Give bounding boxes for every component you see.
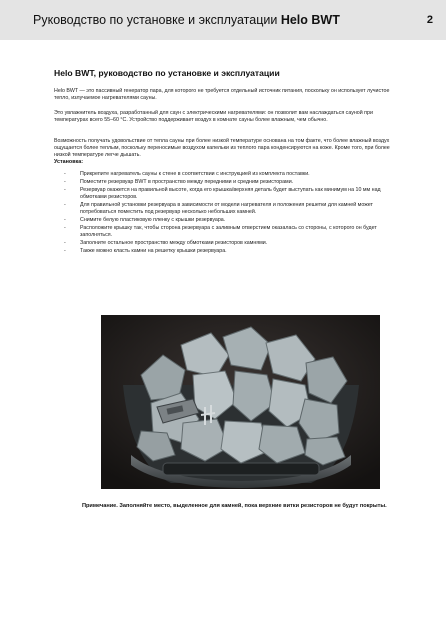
install-heading: Установка: bbox=[54, 159, 84, 165]
bullet: - bbox=[64, 225, 66, 231]
step-text: Резервуар окажется на правильной высоте, когда его крышка/верхняя деталь будет выступать как минимум на 10 мм над обмотками резисторов. bbox=[80, 187, 381, 200]
list-item bbox=[54, 240, 394, 247]
list-item bbox=[54, 171, 394, 178]
step-text: Расположите крышку так, чтобы сторона резервуара с заливным отверстием оказалась со стороны, с которого он будет заполняться. bbox=[80, 225, 377, 238]
bullet: - bbox=[64, 240, 66, 246]
step-text: Также можно класть камни на решетку крышки резервуара. bbox=[80, 248, 227, 254]
page-number: 2 bbox=[426, 14, 433, 26]
step-text: Прикрепите нагреватель сауны к стене в соответствии с инструкцией из комплекта поставки. bbox=[80, 171, 310, 177]
bullet: - bbox=[64, 217, 66, 223]
list-item bbox=[54, 248, 394, 255]
list-item bbox=[54, 179, 394, 186]
list-item bbox=[54, 225, 394, 239]
heater-stones-photo bbox=[101, 315, 380, 489]
step-text: Для правильной установки резервуара в зависимости от модели нагревателя и положения решетки для камней может потребоваться поместить под резервуар несколько небольших камней. bbox=[80, 202, 373, 215]
bullet: - bbox=[64, 202, 66, 208]
header-title-brand: Helo BWT bbox=[280, 13, 340, 27]
humidifier-paragraph: Это увлажнитель воздуха, разработанный для саун с электрическими нагревателями: он позволит вам наслаждаться сауной при температурах всего 55–60 °C. Устройство поддерживает воздух в комнате сауны более влажным, чем обычно. bbox=[54, 110, 373, 123]
page-header bbox=[0, 0, 446, 40]
header-title-prefix: Руководство по установке и эксплуатации bbox=[33, 13, 278, 27]
bullet: - bbox=[64, 179, 66, 185]
list-item bbox=[54, 187, 394, 201]
bullet: - bbox=[64, 187, 66, 193]
step-text: Поместите резервуар BWT в пространство между передними и средним резисторами. bbox=[80, 179, 294, 185]
install-steps-list bbox=[54, 171, 394, 256]
intro-paragraph: Helo BWT — это пассивный генератор пара, для которого не требуется отдельный источник питания, поскольку он использует лучистое тепло, излучаемое нагревателями сауны. bbox=[54, 88, 390, 101]
bullet: - bbox=[64, 248, 66, 254]
temperature-paragraph: Возможность получать удовольствие от тепла сауны при более низкой температуре основана на том факте, что более влажный воздух ощущается более теплым, поскольку переносимые воздухом капельки из теплого пара конденсируются на коже. Кроме того, при более низкой температуре легче дышать. bbox=[54, 138, 390, 158]
heater-slot bbox=[163, 463, 319, 475]
section-title: Helo BWT, руководство по установке и эксплуатации bbox=[54, 68, 280, 78]
step-text: Заполните остальное пространство между обмотками резисторов камнями. bbox=[80, 240, 268, 246]
heater-stones-illustration bbox=[101, 315, 380, 489]
list-item bbox=[54, 217, 394, 224]
bullet: - bbox=[64, 171, 66, 177]
step-text: Снимите белую пластиковую пленку с крышки резервуара. bbox=[80, 217, 226, 223]
header-title bbox=[33, 13, 340, 27]
note-text: Примечание. Заполняйте место, выделенное для камней, пока верхние витки резисторов не будут покрыты. bbox=[82, 503, 387, 509]
list-item bbox=[54, 202, 394, 216]
